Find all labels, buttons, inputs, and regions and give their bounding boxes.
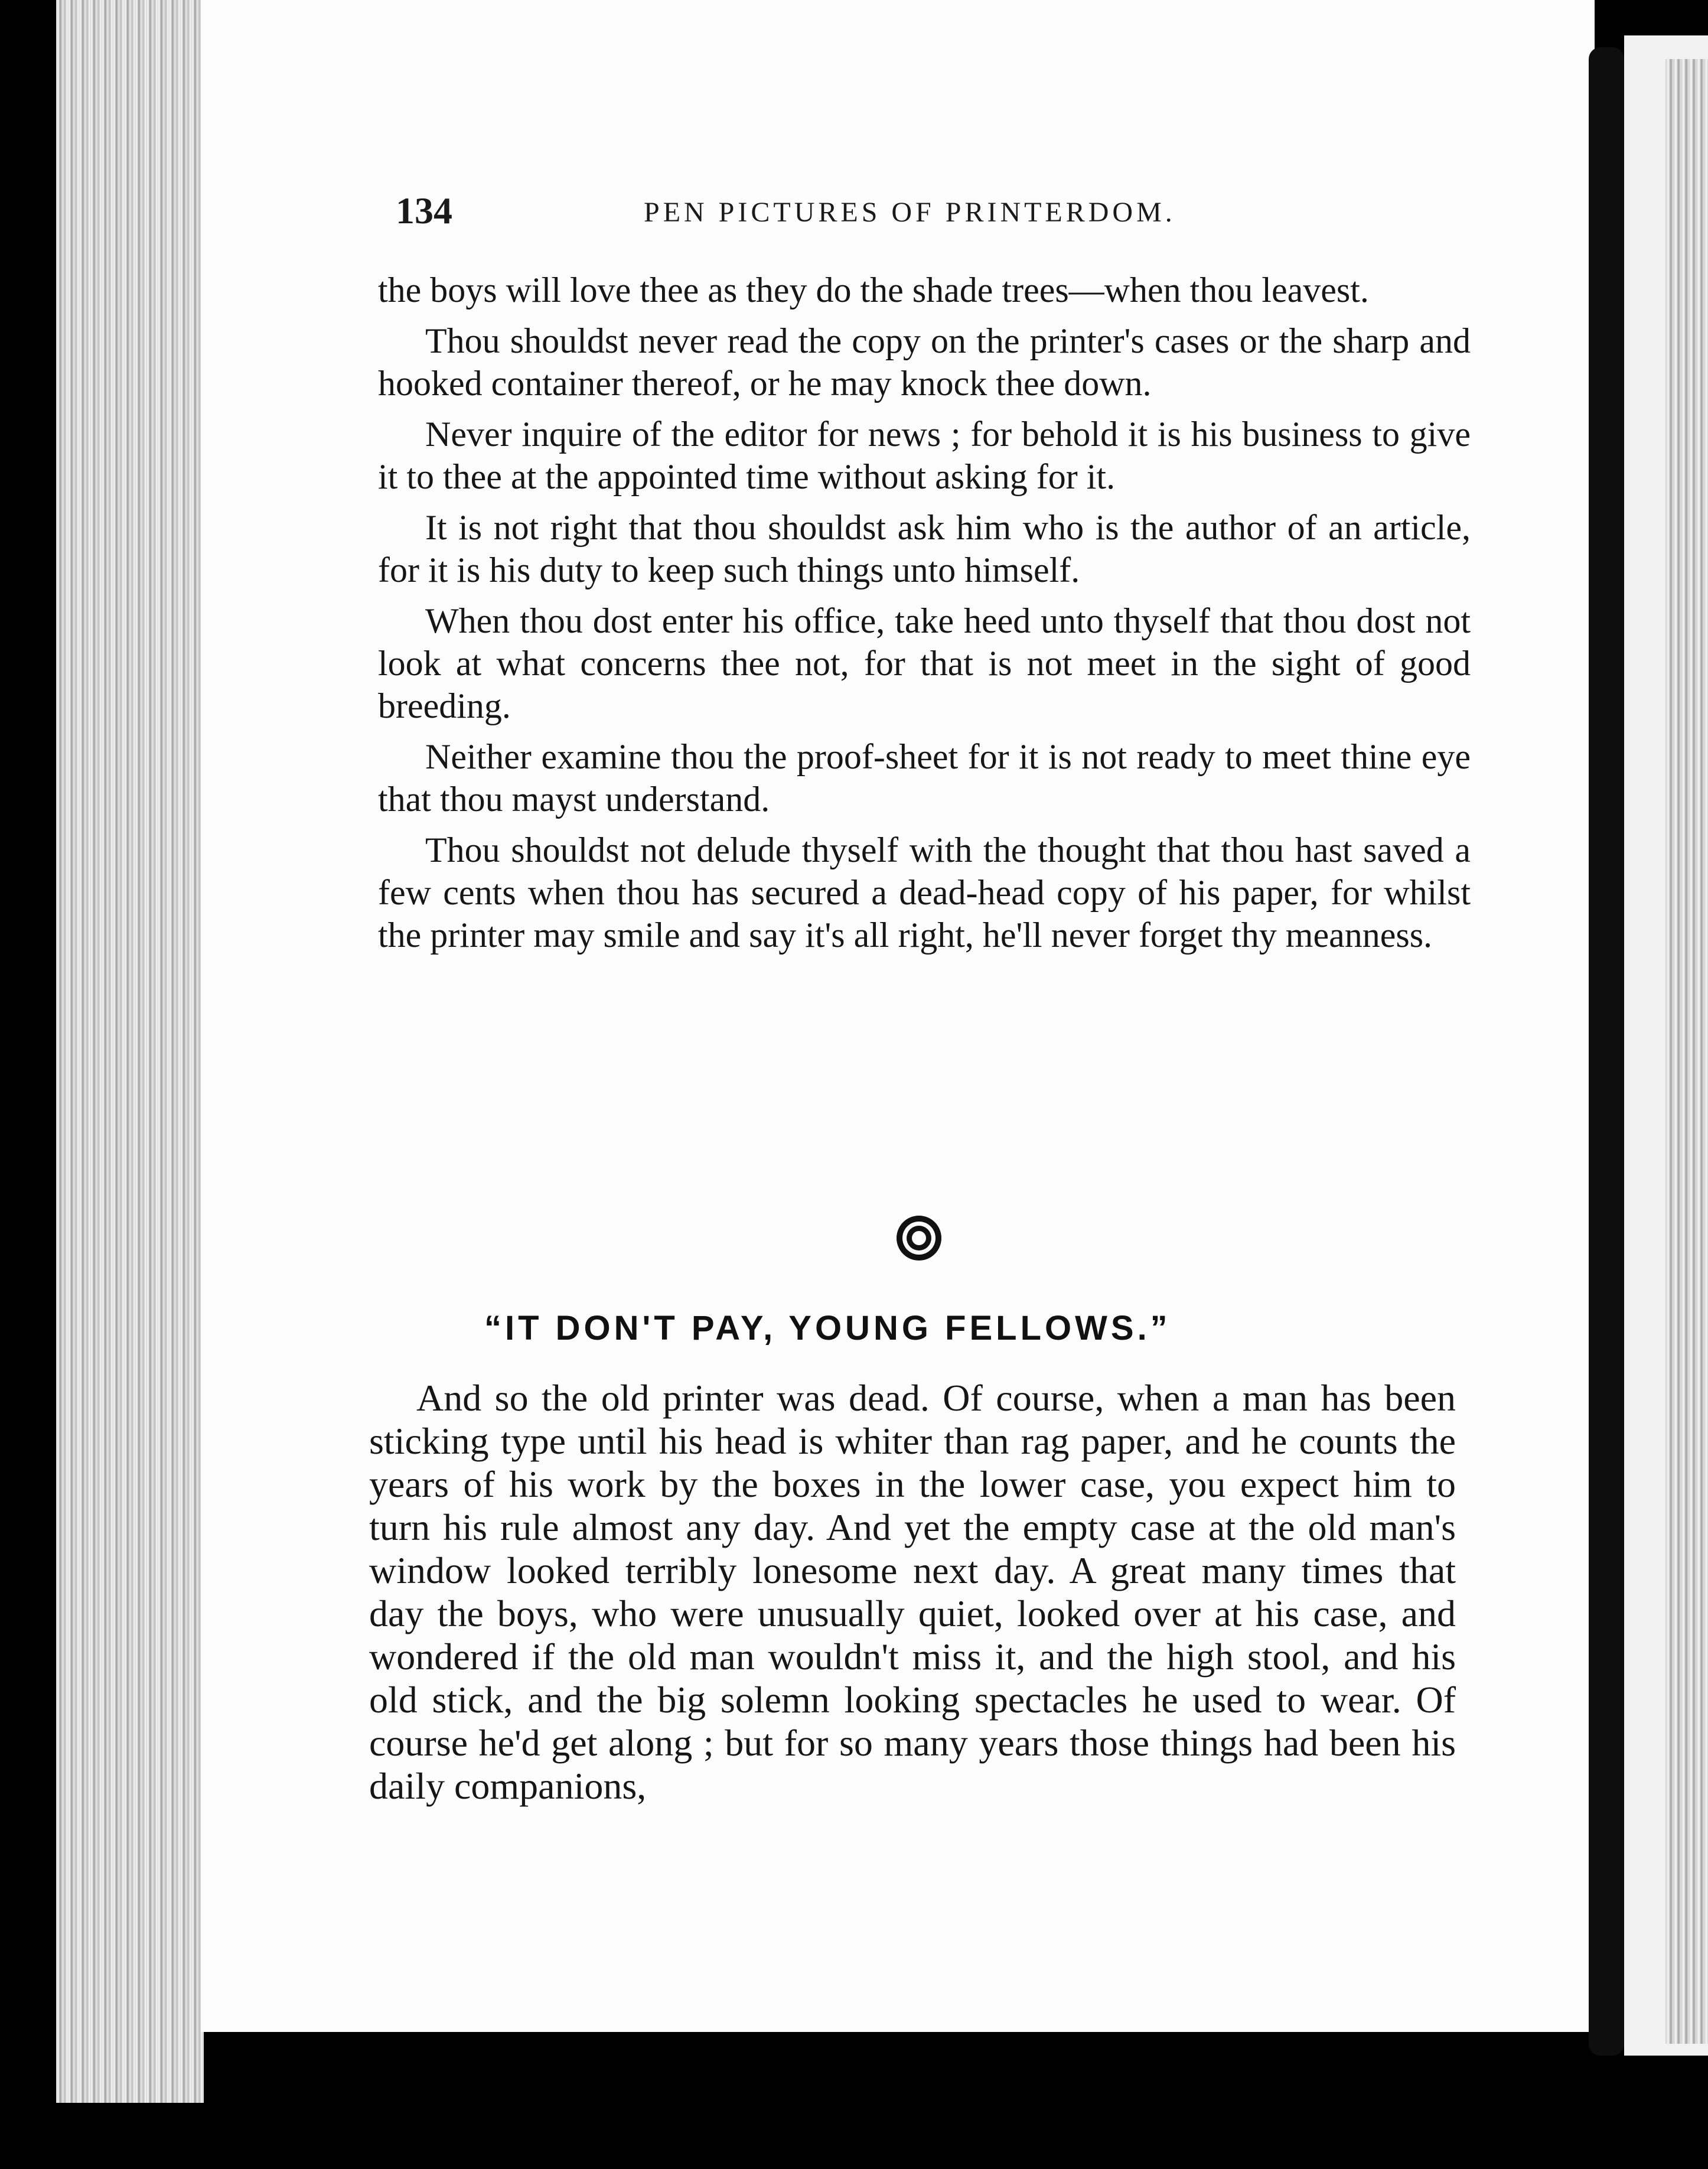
page-header <box>396 189 1459 236</box>
article-body <box>369 1376 1456 1816</box>
paragraph: Thou shouldst not delude thyself with the thought that thou hast saved a few cents when thou has secured a dead-head copy of his paper, for whilst the printer may smile and say it's all right, he'll never forget thy meanness. <box>378 831 1471 955</box>
page-number: 134 <box>396 190 452 232</box>
upper-text-block <box>378 269 1471 965</box>
page-edges-right <box>1665 59 1708 2044</box>
paragraph: When thou dost enter his office, take heed unto thyself that thou dost not look at what concerns thee not, for that is not meet in the sight of good breeding. <box>378 601 1471 725</box>
paragraph: Neither examine thou the proof-sheet for it is not ready to meet thine eye that thou mayst understand. <box>378 737 1471 819</box>
running-head: PEN PICTURES OF PRINTERDOM. <box>644 197 1176 228</box>
paragraph-continuation: the boys will love thee as they do the shade trees—when thou leavest. <box>378 271 1369 310</box>
paragraph: It is not right that thou shouldst ask him who is the author of an article, for it is his duty to keep such things unto himself. <box>378 508 1471 590</box>
bullseye-ornament-icon <box>895 1214 943 1262</box>
article-paragraph: And so the old printer was dead. Of course, when a man has been sticking type until his head is whiter than rag paper, and he counts the years of his work by the boxes in the lower case, you expect him to turn his rule almost any day. And yet the empty case at the old man's window looked terribly lonesome next day. A great many times that day the boys, who were unusually quiet, looked over at his case, and wondered if the old man wouldn't miss it, and the high stool, and his old stick, and the big solemn looking spectacles he used to wear. Of course he'd get along ; but for so many years those things had been his daily companions, <box>369 1377 1456 1807</box>
article-title: “IT DON'T PAY, YOUNG FELLOWS.” <box>484 1309 1171 1347</box>
page-edges-left <box>56 0 204 2103</box>
binding-gutter <box>1589 47 1624 2056</box>
paragraph: Thou shouldst never read the copy on the printer's cases or the sharp and hooked container thereof, or he may knock thee down. <box>378 321 1471 403</box>
paragraph: Never inquire of the editor for news ; for behold it is his business to give it to thee at the appointed time without asking for it. <box>378 415 1471 496</box>
